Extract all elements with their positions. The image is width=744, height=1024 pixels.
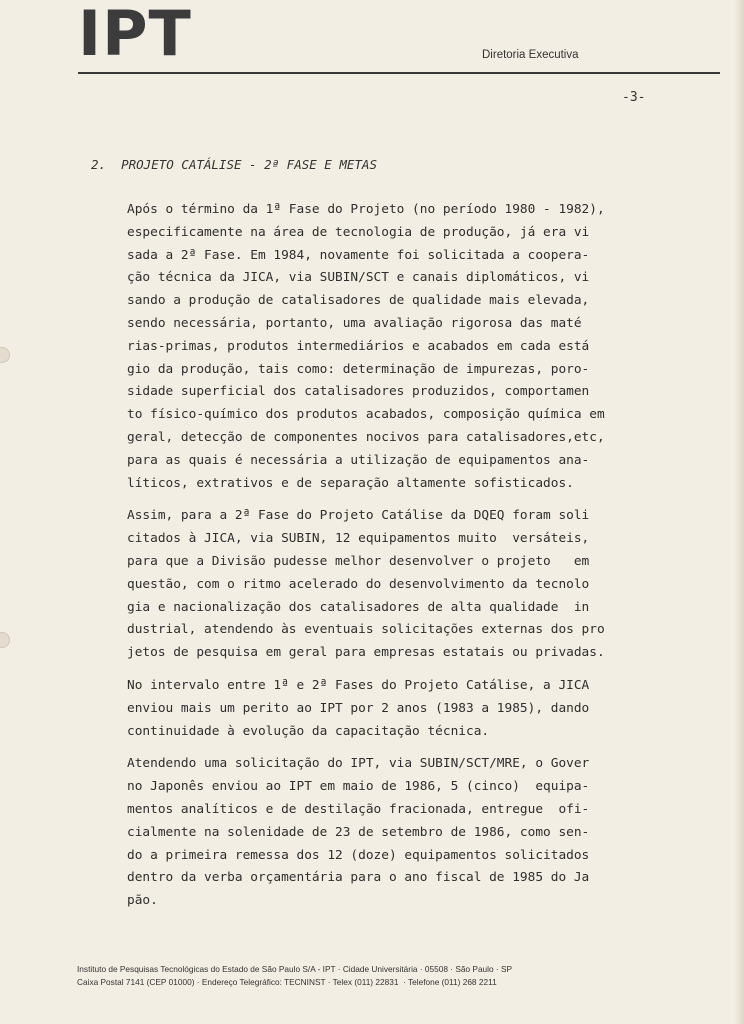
paper-edge [734, 0, 744, 1024]
text-line: No intervalo entre 1ª e 2ª Fases do Projeto Catálise, a JICA [127, 677, 590, 693]
text-line: dentro da verba orçamentária para o ano fiscal de 1985 do Ja [127, 870, 590, 886]
text-line: no Japonês enviou ao IPT em maio de 1986, 5 (cinco) equipa- [127, 779, 590, 795]
text-line: sando a produção de catalisadores de qualidade mais elevada, [127, 293, 590, 309]
text-line: Após o término da 1ª Fase do Projeto (no período 1980 - 1982), [127, 202, 605, 217]
text-line: rias-primas, produtos intermediários e acabados em cada está [127, 338, 590, 354]
text-line: jetos de pesquisa em geral para empresas estatais ou privadas. [127, 645, 605, 661]
section-title: 2. PROJETO CATÁLISE - 2ª FASE E METAS [91, 157, 377, 172]
header-rule [78, 72, 720, 74]
paragraph-2 [127, 505, 667, 665]
text-line: para as quais é necessária a utilização de equipamentos ana- [127, 452, 590, 468]
ipt-logo: IPT [78, 0, 192, 70]
text-line: cialmente na solenidade de 23 de setembro de 1986, como sen- [127, 824, 590, 840]
text-line: sidade superficial dos catalisadores produzidos, comportamen [127, 384, 590, 400]
text-line: especificamente na área de tecnologia de produção, já era vi [127, 224, 590, 240]
text-line: geral, detecção de componentes nocivos para catalisadores,etc, [127, 429, 605, 445]
text-line: sendo necessária, portanto, uma avaliação rigorosa das maté [127, 315, 582, 331]
text-line: do a primeira remessa dos 12 (doze) equipamentos solicitados [127, 847, 590, 863]
text-line: Atendendo uma solicitação do IPT, via SUBIN/SCT/MRE, o Gover [127, 756, 590, 772]
department-name: Diretoria Executiva [482, 49, 579, 61]
text-line: para que a Divisão pudesse melhor desenvolver o projeto em [127, 553, 590, 569]
paragraph-3 [127, 675, 667, 743]
text-line: pão. [127, 893, 158, 909]
text-line: mentos analíticos e de destilação fracionada, entregue ofi- [127, 801, 590, 817]
text-line: citados à JICA, via SUBIN, 12 equipamentos muito versáteis, [127, 531, 590, 547]
text-line: gio da produção, tais como: determinação de impurezas, poro- [127, 361, 590, 377]
text-line: sada a 2ª Fase. Em 1984, novamente foi solicitada a coopera- [127, 247, 590, 263]
footer-contact: Caixa Postal 7141 (CEP 01000) · Endereço Telegráfico: TECNINST · Telex (011) 22831 · Telefone (011) 268 2211 [77, 977, 497, 987]
text-line: Assim, para a 2ª Fase do Projeto Catálise da DQEQ foram soli [127, 508, 590, 524]
text-line: continuidade à evolução da capacitação técnica. [127, 723, 490, 739]
footer [77, 963, 637, 989]
punch-hole [0, 632, 10, 648]
punch-hole [0, 347, 10, 363]
text-line: ção técnica da JICA, via SUBIN/SCT e canais diplomáticos, vi [127, 270, 590, 286]
page-number: -3- [622, 90, 646, 105]
body-text [127, 199, 667, 923]
text-line: gia e nacionalização dos catalisadores de alta qualidade in [127, 599, 590, 615]
text-line: enviou mais um perito ao IPT por 2 anos (1983 a 1985), dando [127, 700, 590, 716]
paragraph-1 [127, 199, 667, 495]
footer-address: Instituto de Pesquisas Tecnológicas do Estado de São Paulo S/A - IPT · Cidade Universitária · 05508 · São Paulo · SP [77, 964, 513, 974]
paragraph-4 [127, 753, 667, 913]
text-line: líticos, extrativos e de separação altamente sofisticados. [127, 475, 574, 491]
text-line: dustrial, atendendo às eventuais solicitações externas dos pro [127, 622, 605, 638]
text-line: to físico-químico dos produtos acabados, composição química em [127, 407, 605, 423]
text-line: questão, com o ritmo acelerado do desenvolvimento da tecnolo [127, 576, 590, 592]
